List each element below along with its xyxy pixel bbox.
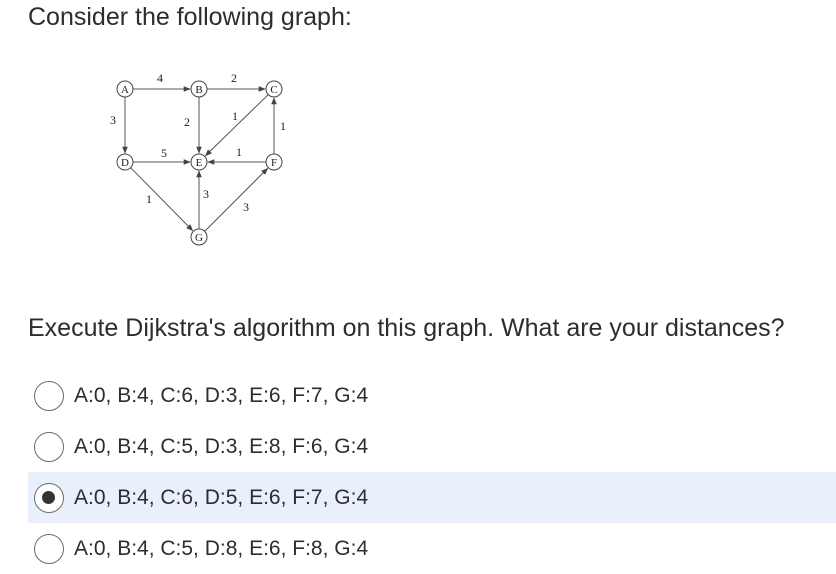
- answer-option-label: A:0, B:4, C:6, D:3, E:6, F:7, G:4: [74, 383, 369, 407]
- answer-option-label: A:0, B:4, C:5, D:8, E:6, F:8, G:4: [74, 536, 369, 560]
- answer-option-label: A:0, B:4, C:5, D:3, E:8, F:6, G:4: [74, 434, 369, 458]
- edge-weight-label: 5: [161, 146, 167, 160]
- node-label: D: [121, 157, 129, 169]
- edge-weight-label: 3: [243, 200, 249, 214]
- intro-text: Consider the following graph:: [28, 3, 352, 31]
- graph-node-a: [117, 81, 133, 97]
- edge-weight-label: 1: [146, 192, 152, 206]
- radio-button[interactable]: [34, 432, 64, 462]
- radio-button[interactable]: [34, 534, 64, 564]
- node-label: F: [270, 157, 278, 169]
- node-label: C: [270, 84, 278, 96]
- edge-weight-label: 3: [203, 187, 209, 201]
- edge-weight-label: 1: [236, 145, 242, 159]
- radio-button[interactable]: [34, 381, 64, 411]
- graph-node-b: [191, 81, 207, 97]
- graph-node-f: [266, 154, 282, 170]
- edge-weight-label: 3: [110, 113, 116, 127]
- graph-node-d: [117, 154, 133, 170]
- edge-weight-label: 1: [280, 119, 286, 133]
- node-label: E: [195, 157, 203, 169]
- edge-weight-label: 1: [232, 109, 238, 123]
- node-label: A: [121, 84, 129, 96]
- edge-g-f: [205, 168, 268, 231]
- graph-figure: [100, 60, 300, 255]
- radio-button-selected[interactable]: [34, 483, 64, 513]
- graph-svg: [100, 60, 300, 255]
- graph-node-e: [191, 154, 207, 170]
- edge-weight-label: 2: [184, 115, 190, 129]
- edge-d-g: [131, 168, 193, 231]
- answer-option-1[interactable]: [28, 370, 836, 421]
- node-label: G: [195, 232, 203, 244]
- answer-options: [28, 370, 836, 574]
- question-text: Execute Dijkstra's algorithm on this graph. What are your distances?: [28, 314, 785, 342]
- graph-node-c: [266, 81, 282, 97]
- answer-option-3[interactable]: [28, 472, 836, 523]
- edge-weight-label: 4: [157, 71, 163, 85]
- answer-option-2[interactable]: [28, 421, 836, 472]
- edge-weight-label: 2: [231, 71, 237, 85]
- node-label: B: [195, 84, 203, 96]
- answer-option-4[interactable]: [28, 523, 836, 574]
- graph-node-g: [191, 229, 207, 245]
- answer-option-label: A:0, B:4, C:6, D:5, E:6, F:7, G:4: [74, 485, 369, 509]
